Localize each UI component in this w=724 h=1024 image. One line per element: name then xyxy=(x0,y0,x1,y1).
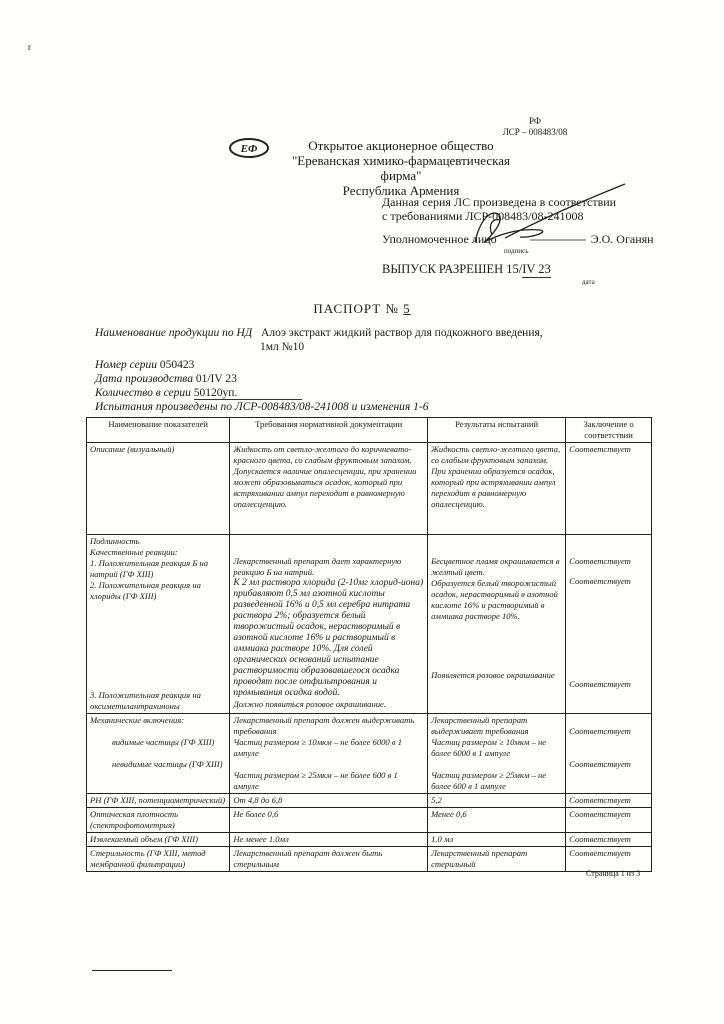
product-package: 1мл №10 xyxy=(260,341,305,353)
table-row xyxy=(87,794,652,808)
declaration-line-2: с требованиями ЛСР-008483/08-241008 xyxy=(382,209,584,223)
row-name: видимые частицы (ГФ XIII) xyxy=(112,737,215,747)
row-result: Бесцветное пламя окрашивается в желтый цвет. xyxy=(431,556,560,577)
row-requirement: Жидкость от светло-желтого до коричневато-красного цвета, со слабым фруктовым запахом. Допускается наличие опалесценции, при хранении может образовываться осадок, который при встряхивании ампул переходит в равномерную опалесценцию. xyxy=(230,443,428,535)
row-result: Частиц размером ≥ 25мкм – не более 600 в 1 ампуле xyxy=(431,770,547,791)
authorized-label: Уполномоченное лицо xyxy=(382,232,497,246)
row-conclusion: Соответствует xyxy=(569,556,631,566)
batch-value: 050423 xyxy=(159,359,195,371)
registration-number xyxy=(490,116,580,138)
row-requirement: Лекарственный препарат дает характерную реакцию Б на натрий. xyxy=(233,556,402,577)
release-text: ВЫПУСК РАЗРЕШЕН 15/ xyxy=(382,262,523,276)
row-result: Лекарственный препарат стерильный xyxy=(428,847,566,872)
row-name: Оптическая плотность (спектрофотометрия) xyxy=(87,808,230,833)
corner-mark: r xyxy=(28,42,31,52)
row-name: 2. Положительная реакция на хлориды (ГФ XIII) xyxy=(90,580,201,601)
row-conclusion: Соответствует xyxy=(566,794,652,808)
row-result: Появляется розовое окрашивание xyxy=(431,670,555,680)
row-result: Лекарственный препарат выдерживает требования xyxy=(431,715,529,736)
table-row xyxy=(87,443,652,535)
row-conclusion: Соответствует xyxy=(566,833,652,847)
product-label: Наименование продукции по НД xyxy=(95,327,253,339)
row-requirement: Не более 0,6 xyxy=(230,808,428,833)
batch-quantity xyxy=(95,387,302,400)
specification-table xyxy=(86,417,652,872)
registration-code: ЛСР – 008483/08 xyxy=(502,127,568,137)
row-requirement: Частиц размером ≥ 10мкм – не более 6000 в 1 ампуле xyxy=(233,737,403,758)
row-result: Частиц размером ≥ 10мкм – не более 6000 в 1 ампуле xyxy=(431,737,547,758)
company-logo xyxy=(228,137,270,159)
product-value: Алоэ экстракт жидкий раствор для подкожного введения, xyxy=(261,327,543,339)
row-conclusion: Соответствует xyxy=(566,847,652,872)
table-row xyxy=(87,714,652,794)
authorized-name: Э.О. Оганян xyxy=(590,232,654,246)
registration-country: РФ xyxy=(529,116,541,126)
row-result: Образуется белый творожистый осадок, нерастворимый в азотной кислоте 16% и растворимый в аммиака растворе 10%. xyxy=(431,578,558,621)
row-requirement: Не менее 1.0мл xyxy=(230,833,428,847)
row-requirement: От 4,8 до 6,8 xyxy=(230,794,428,808)
table-header-row xyxy=(87,418,652,443)
table-row xyxy=(87,808,652,833)
declaration-line-1: Данная серия ЛС произведена в соответствии xyxy=(382,195,617,209)
page-number: Страница 1 из 3 xyxy=(586,869,641,878)
passport-label: ПАСПОРТ № xyxy=(313,301,399,316)
batch-number xyxy=(95,359,194,371)
passport-title xyxy=(0,301,724,317)
header-results: Результаты испытаний xyxy=(428,418,566,443)
row-requirement: К 2 мл раствора хлорида (2-10мг хлорид-иона) прибавляют 0,5 мл азотной кислоты разведенной 16% и 0,5 мл серебра нитрата раствора 2%; образуется белый творожистый осадок, нерастворимый в азотной кислоте 16% и растворимый в аммиака растворе 10%. Для солей органических оснований испытание растворимости образовавшегося осадка проводят после отфильтрования и промывания осадка водой. xyxy=(233,578,424,698)
signature-image xyxy=(380,180,640,260)
org-country: Республика Армения xyxy=(342,183,460,198)
production-date-value: 01/IV 23 xyxy=(195,373,237,385)
row-name: Стерильность (ГФ XIII, метод мембранной фильтрации) xyxy=(87,847,230,872)
row-name: невидимые частицы (ГФ XIII) xyxy=(112,759,223,769)
date-caption: дата xyxy=(582,278,595,286)
quantity-value: 50120уп. xyxy=(194,387,302,400)
row-conclusion: Соответствует xyxy=(569,759,631,769)
row-result: 1.0 мл xyxy=(428,833,566,847)
release-permission xyxy=(382,262,632,286)
org-type: Открытое акционерное общество xyxy=(308,138,494,153)
row-conclusion: Соответствует xyxy=(566,443,652,535)
release-date: IV 23 xyxy=(522,262,551,276)
table-row xyxy=(87,833,652,847)
row-name: Качественные реакции: xyxy=(90,547,178,557)
row-name: 3. Положительная реакция на оксиметилантрахиноны xyxy=(90,690,201,711)
production-date-label: Дата производства xyxy=(95,373,193,385)
production-date xyxy=(95,373,237,385)
footnote-rule xyxy=(92,970,172,971)
product-name xyxy=(95,327,543,339)
row-name: Подлинность xyxy=(90,536,140,546)
row-requirement: Лекарственный препарат должен быть стерильным xyxy=(230,847,428,872)
row-conclusion: Соответствует xyxy=(569,576,631,586)
row-requirement: Должно появиться розовое окрашивание. xyxy=(233,699,386,709)
tests-performed: Испытания произведены по ЛСР-008483/08-241008 и изменения 1-6 xyxy=(95,401,429,413)
signature-caption: подпись xyxy=(504,247,529,255)
quantity-label: Количество в серии xyxy=(95,387,191,399)
row-requirement: Частиц размером ≥ 25мкм – не более 600 в 1 ампуле xyxy=(233,770,398,791)
row-conclusion: Соответствует xyxy=(569,726,631,736)
logo-text: ЕФ xyxy=(240,143,258,155)
header-conclusion: Заключение о соответствии xyxy=(566,418,652,443)
org-name: "Ереванская химико-фармацевтическая фирма" xyxy=(291,153,511,183)
row-name: Описание (визуальный) xyxy=(87,443,230,535)
row-conclusion: Соответствует xyxy=(566,808,652,833)
row-name: Извлекаемый объем (ГФ XIII) xyxy=(87,833,230,847)
passport-number: 5 xyxy=(403,301,411,316)
batch-label: Номер серии xyxy=(95,359,157,371)
row-name: Механические включения: xyxy=(90,715,185,725)
table-row xyxy=(87,535,652,714)
header-requirements: Требования нормативной документации xyxy=(230,418,428,443)
row-name: PH (ГФ XIII, потенциометрический) xyxy=(87,794,230,808)
row-requirement: Лекарственный препарат должен выдерживать требования xyxy=(233,715,415,736)
row-result: Менее 0,6 xyxy=(428,808,566,833)
row-result: 5,2 xyxy=(428,794,566,808)
table-row xyxy=(87,847,652,872)
row-result: Жидкость светло-желтого цвета, со слабым фруктовым запахом. При хранении образуется осадок, который при встряхивании ампул переходит в равномерную опалесценцию. xyxy=(428,443,566,535)
row-conclusion: Соответствует xyxy=(569,679,631,689)
header-name: Наименование показателей xyxy=(87,418,230,443)
row-name: 1. Положительная реакция Б на натрий (ГФ XIII) xyxy=(90,558,209,579)
